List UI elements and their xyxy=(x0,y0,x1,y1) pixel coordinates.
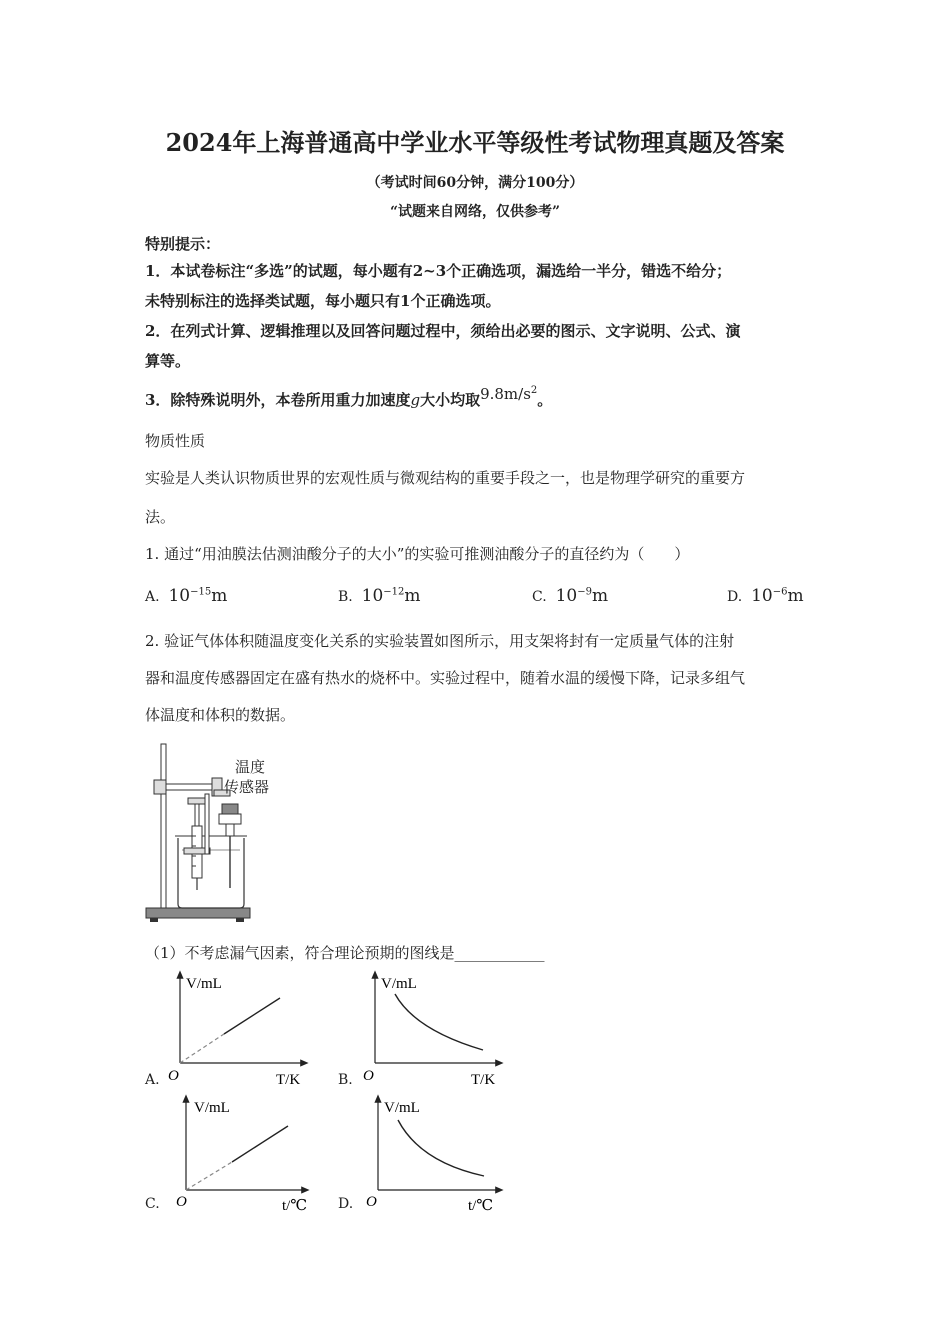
graph-d-origin: O xyxy=(366,1194,377,1210)
graph-b-ylabel: V/mL xyxy=(381,976,417,992)
question-2-text-cont: 器和温度传感器固定在盛有热水的烧杯中。实验过程中，随着水温的缓慢下降，记录多组气 xyxy=(145,669,746,687)
graph-b-label: B. xyxy=(338,1072,353,1088)
graph-a-label: A. xyxy=(145,1072,160,1088)
graph-b-origin: O xyxy=(363,1068,374,1084)
notice-item-3-prefix: 3．除特殊说明外，本卷所用重力加速度 xyxy=(145,391,411,409)
notice-item-1: 1．本试卷标注“多选”的试题，每小题有2~3个正确选项，漏选给一半分，错选不给分； xyxy=(145,262,732,280)
question-1-text: 1. 通过“用油膜法估测油酸分子的大小”的实验可推测油酸分子的直径约为（ ） xyxy=(145,545,690,563)
graph-c-label: C. xyxy=(145,1196,160,1212)
question-2-text-cont-2: 体温度和体积的数据。 xyxy=(145,706,296,724)
graph-a-ylabel: V/mL xyxy=(186,976,222,992)
figure-label: 温度 xyxy=(235,758,266,776)
question-2-text: 2. 验证气体体积随温度变化关系的实验装置如图所示，用支架将封有一定质量气体的注射 xyxy=(145,632,735,650)
graph-a-origin: O xyxy=(168,1068,179,1084)
page-title: 2024年上海普通高中学业水平等级性考试物理真题及答案 xyxy=(165,128,785,157)
graph-d-ylabel: V/mL xyxy=(384,1100,420,1116)
section-intro: 实验是人类认识物质世界的宏观性质与微观结构的重要手段之一，也是物理学研究的重要方 xyxy=(145,469,746,487)
notice-item-2: 2．在列式计算、逻辑推理以及回答问题过程中，须给出必要的图示、文字说明、公式、演 xyxy=(145,322,741,340)
source-note: “试题来自网络，仅供参考” xyxy=(389,204,561,220)
notice-item-3-suffix: 。 xyxy=(537,391,553,409)
graph-c-origin: O xyxy=(176,1194,187,1210)
notice-item-3-mid: 大小均取 xyxy=(420,391,481,409)
figure-label-2: 传感器 xyxy=(224,778,270,796)
graph-d-xlabel: t/℃ xyxy=(468,1198,494,1214)
graph-c-ylabel: V/mL xyxy=(194,1100,230,1116)
graph-c xyxy=(166,1092,316,1217)
gravity-symbol: g xyxy=(410,391,421,409)
notice-item-2-cont: 算等。 xyxy=(145,352,191,370)
graph-d-label: D. xyxy=(338,1196,354,1212)
notice-item-1-cont: 未特别标注的选择类试题，每小题只有1个正确选项。 xyxy=(145,292,501,310)
graph-d xyxy=(358,1092,508,1217)
q1-option-d: D. $10^{-6}m$ xyxy=(727,586,804,606)
sub-question-1: （1）不考虑漏气因素，符合理论预期的图线是____________ xyxy=(145,944,545,962)
graph-c-xlabel: t/℃ xyxy=(282,1198,308,1214)
graph-a xyxy=(160,968,310,1093)
q1-option-c: C. $10^{-9}m$ xyxy=(532,586,609,606)
notice-item-3 xyxy=(145,385,553,410)
notice-heading: 特别提示： xyxy=(145,235,221,253)
apparatus-figure xyxy=(140,738,290,924)
graph-a-xlabel: T/K xyxy=(276,1072,301,1088)
section-intro-cont: 法。 xyxy=(145,508,176,526)
graph-b-xlabel: T/K xyxy=(471,1072,496,1088)
section-title: 物质性质 xyxy=(145,432,206,450)
q1-option-b: B. $10^{-12}m$ xyxy=(338,586,421,606)
gravity-value: $9.8m/s^2$ xyxy=(480,385,538,403)
graph-b xyxy=(355,968,505,1093)
exam-info: （考试时间60分钟，满分100分） xyxy=(366,175,584,191)
q1-option-a: A. $10^{-15}m$ xyxy=(145,586,228,606)
